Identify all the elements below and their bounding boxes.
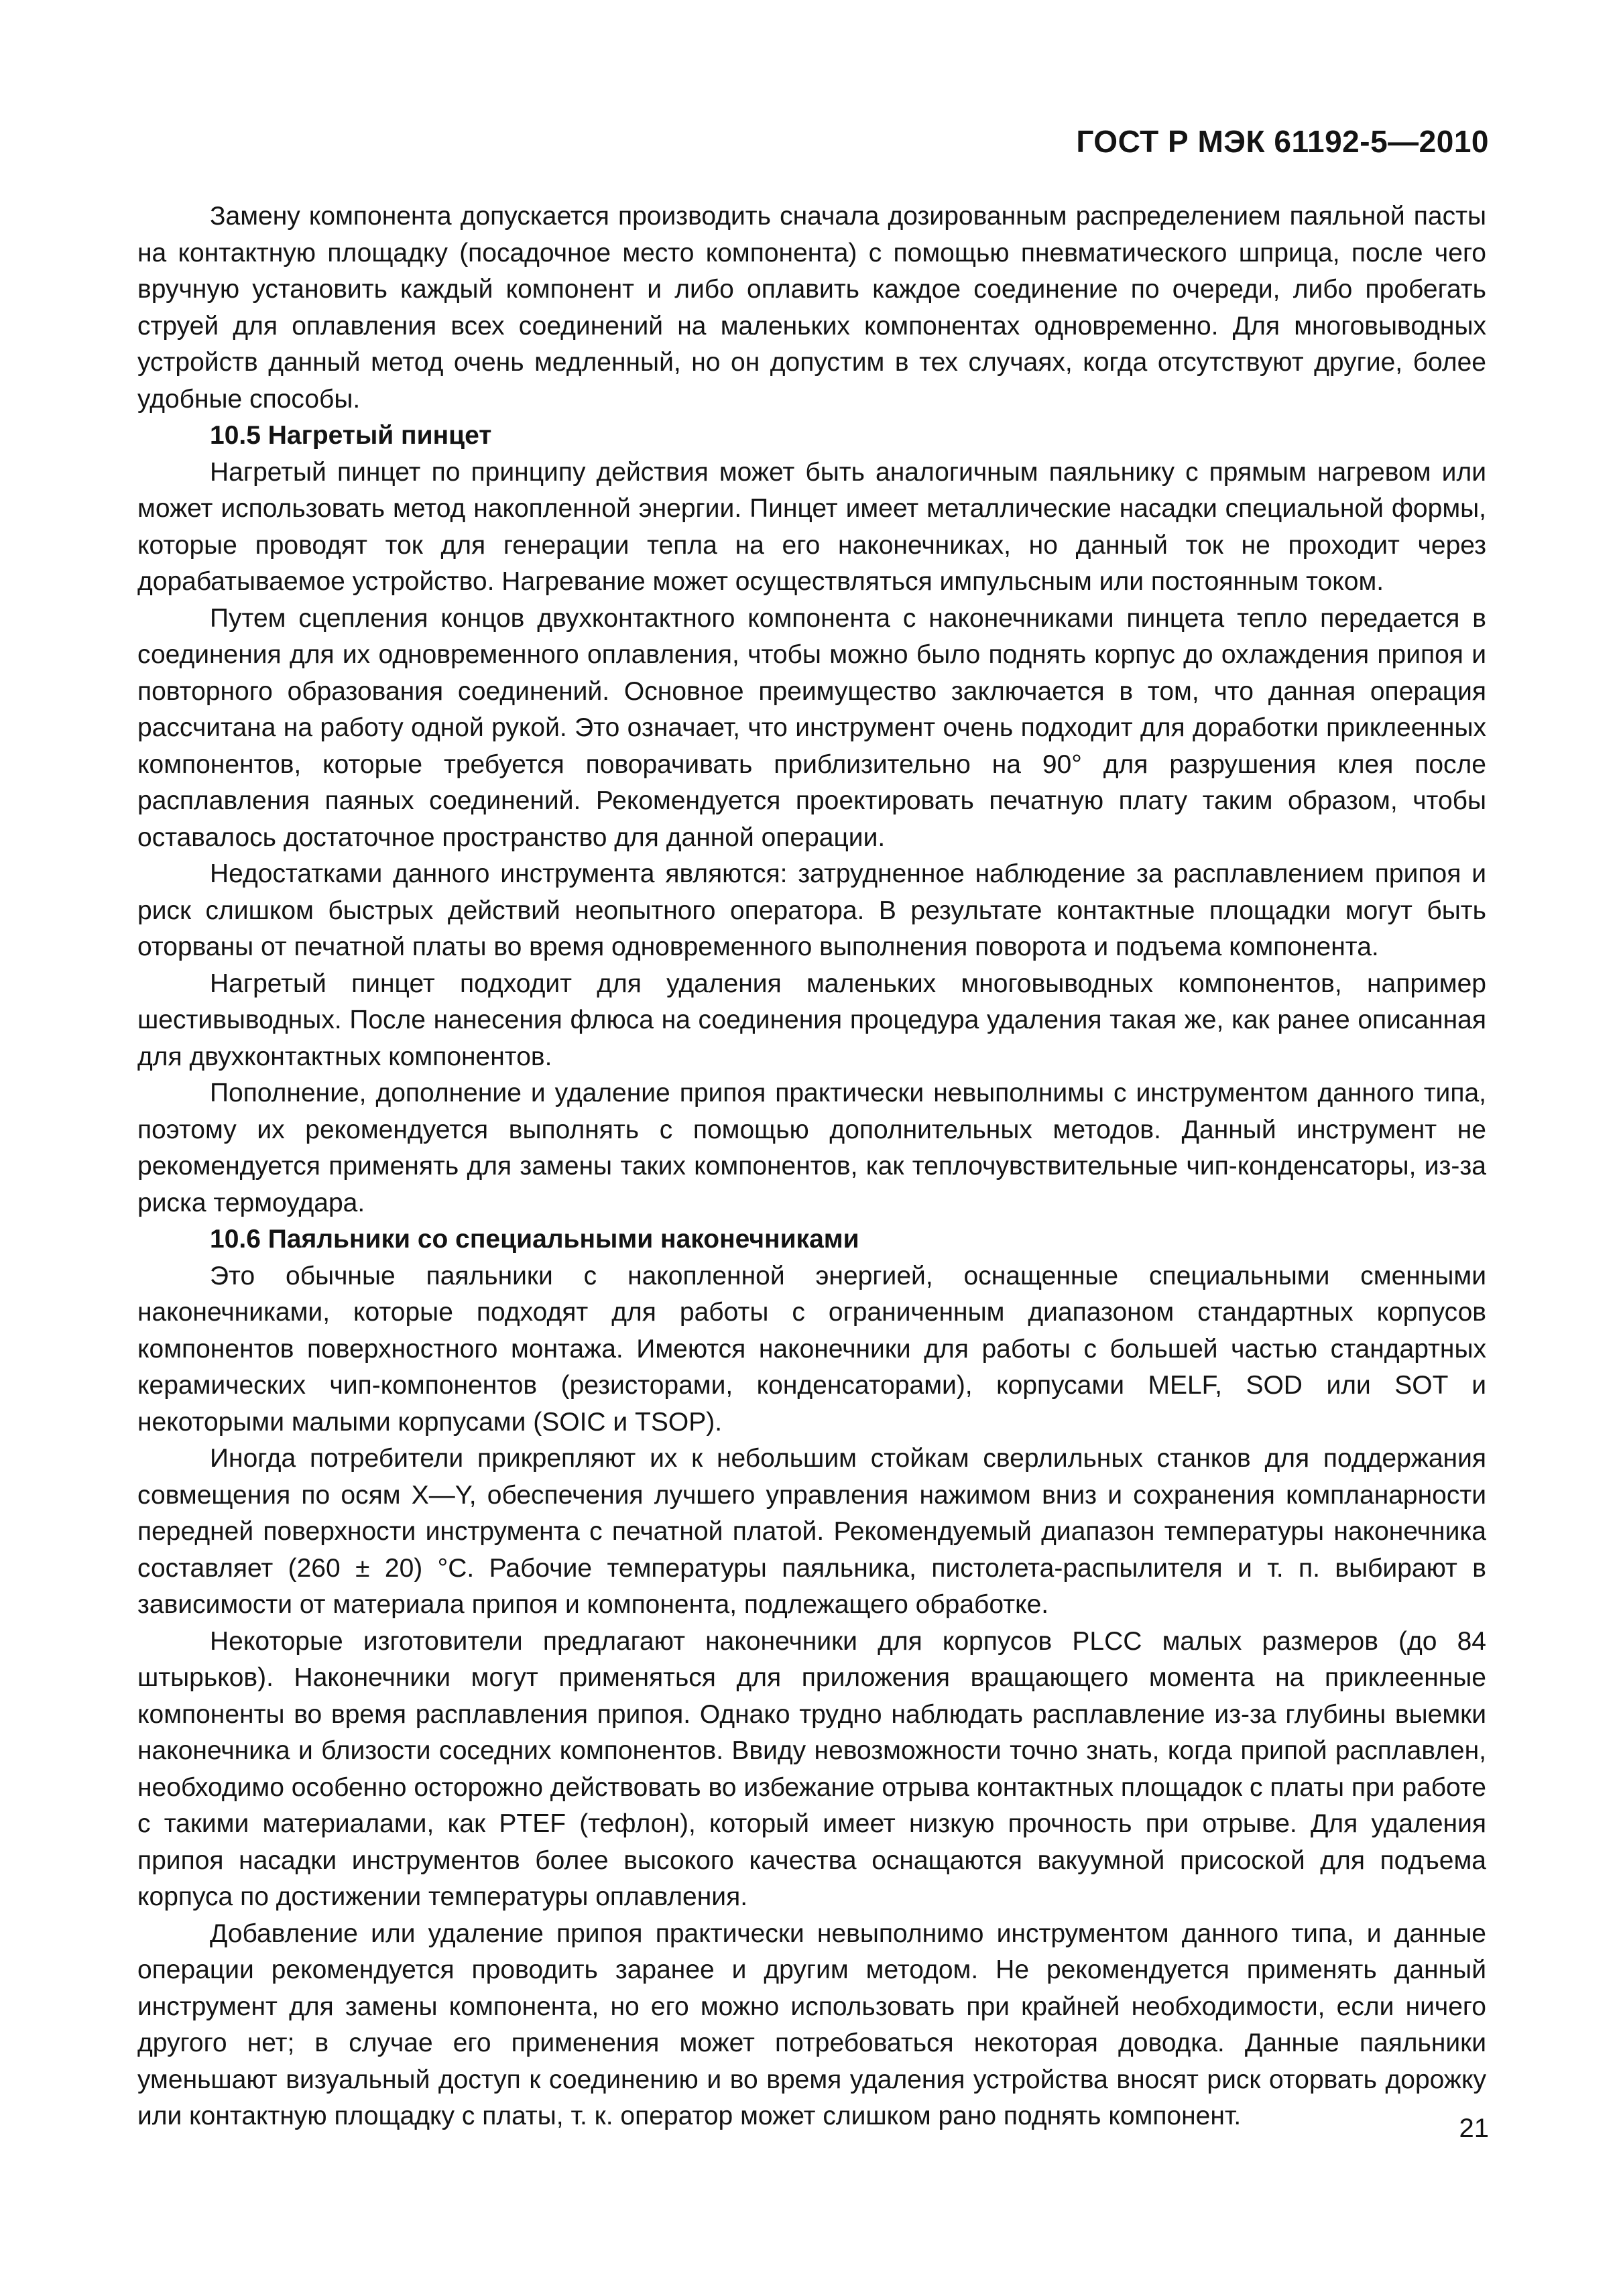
paragraph: Замену компонента допускается производить сначала дозированным распределением паяльной пасты на контактную площадку (посадочное место компонента) с помощью пневматического шприца, после чего вручную установить каждый компонент и либо оплавить каждое соединение по очереди, либо пробегать струей для оплавления всех соединений на маленьких компонентах одновременно. Для многовыводных устройств данный метод очень медленный, но он допустим в тех случаях, когда отсутствуют другие, более удобные способы. <box>137 202 1486 414</box>
document-body <box>137 198 1486 2135</box>
paragraph: Пополнение, дополнение и удаление припоя практически невыполнимы с инструментом данного типа, поэтому их рекомендуется выполнять с помощью дополнительных методов. Данный инструмент не рекомендуется применять для замены таких компонентов, как теплочувствительные чип-конденсаторы, из-за риска термоудара. <box>137 1079 1486 1217</box>
page-number: 21 <box>1459 2114 1489 2143</box>
paragraph: Добавление или удаление припоя практически невыполнимо инструментом данного типа, и данные операции рекомендуется проводить заранее и другим методом. Не рекомендуется применять данный инструмент для замены компонента, но его можно использовать при крайней необходимости, если ничего другого нет; в случае его применения может потребоваться некоторая доводка. Данные паяльники уменьшают визуальный доступ к соединению и во время удаления устройства вносят риск оторвать дорожку или контактную площадку с платы, т. к. оператор может слишком рано поднять компонент. <box>137 1919 1486 2130</box>
document-header-standard-id: ГОСТ Р МЭК 61192-5—2010 <box>1076 124 1489 159</box>
section-heading-10-5: 10.5 Нагретый пинцет <box>210 421 492 450</box>
paragraph: Это обычные паяльники с накопленной энергией, оснащенные специальными сменными наконечниками, которые подходят для работы с ограниченным диапазоном стандартных корпусов компонентов поверхностного монтажа. Имеются наконечники для работы с большей частью стандартных керамических чип-компонентов (резисторами, конденсаторами), корпусами MELF, SOD или SOT и некоторыми малыми корпусами (SOIC и TSOP). <box>137 1261 1486 1437</box>
paragraph: Путем сцепления концов двухконтактного компонента с наконечниками пинцета тепло передается в соединения для их одновременного оплавления, чтобы можно было поднять корпус до охлаждения припоя и повторного образования соединений. Основное преимущество заключается в том, что данная операция рассчитана на работу одной рукой. Это означает, что инструмент очень подходит для доработки приклеенных компонентов, которые требуется поворачивать приблизительно на 90° для разрушения клея после расплавления паяных соединений. Рекомендуется проектировать печатную плату таким образом, чтобы оставалось достаточное пространство для данной операции. <box>137 603 1486 852</box>
paragraph: Некоторые изготовители предлагают наконечники для корпусов PLCC малых размеров (до 84 штырьков). Наконечники могут применяться для приложения вращающего момента на приклеенные компоненты во время расплавления припоя. Однако трудно наблюдать расплавление из-за глубины выемки наконечника и близости соседних компонентов. Ввиду невозможности точно знать, когда припой расплавлен, необходимо особенно осторожно действовать во избежание отрыва контактных площадок с платы при работе с такими материалами, как PTEF (тефлон), который имеет низкую прочность при отрыве. Для удаления припоя насадки инструментов более высокого качества оснащаются вакуумной присоской для подъема корпуса по достижении температуры оплавления. <box>137 1626 1486 1911</box>
paragraph: Нагретый пинцет подходит для удаления маленьких многовыводных компонентов, например шестивыводных. После нанесения флюса на соединения процедура удаления такая же, как ранее описанная для двухконтактных компонентов. <box>137 969 1486 1071</box>
section-heading-10-6: 10.6 Паяльники со специальными наконечниками <box>210 1225 859 1254</box>
paragraph: Нагретый пинцет по принципу действия может быть аналогичным паяльнику с прямым нагревом или может использовать метод накопленной энергии. Пинцет имеет металлические насадки специальной формы, которые проводят ток для генерации тепла на его наконечниках, но данный ток не проходит через дорабатываемое устройство. Нагревание может осуществляться импульсным или постоянным током. <box>137 457 1486 596</box>
paragraph: Недостатками данного инструмента являются: затрудненное наблюдение за расплавлением припоя и риск слишком быстрых действий неопытного оператора. В результате контактные площадки могут быть оторваны от печатной платы во время одновременного выполнения поворота и подъема компонента. <box>137 859 1486 961</box>
paragraph: Иногда потребители прикрепляют их к небольшим стойкам сверлильных станков для поддержания совмещения по осям X—Y, обеспечения лучшего управления нажимом вниз и сохранения компланарности передней поверхности инструмента с печатной платой. Рекомендуемый диапазон температуры наконечника составляет (260 ± 20) °С. Рабочие температуры паяльника, пистолета-распылителя и т. п. выбирают в зависимости от материала припоя и компонента, подлежащего обработке. <box>137 1444 1486 1619</box>
